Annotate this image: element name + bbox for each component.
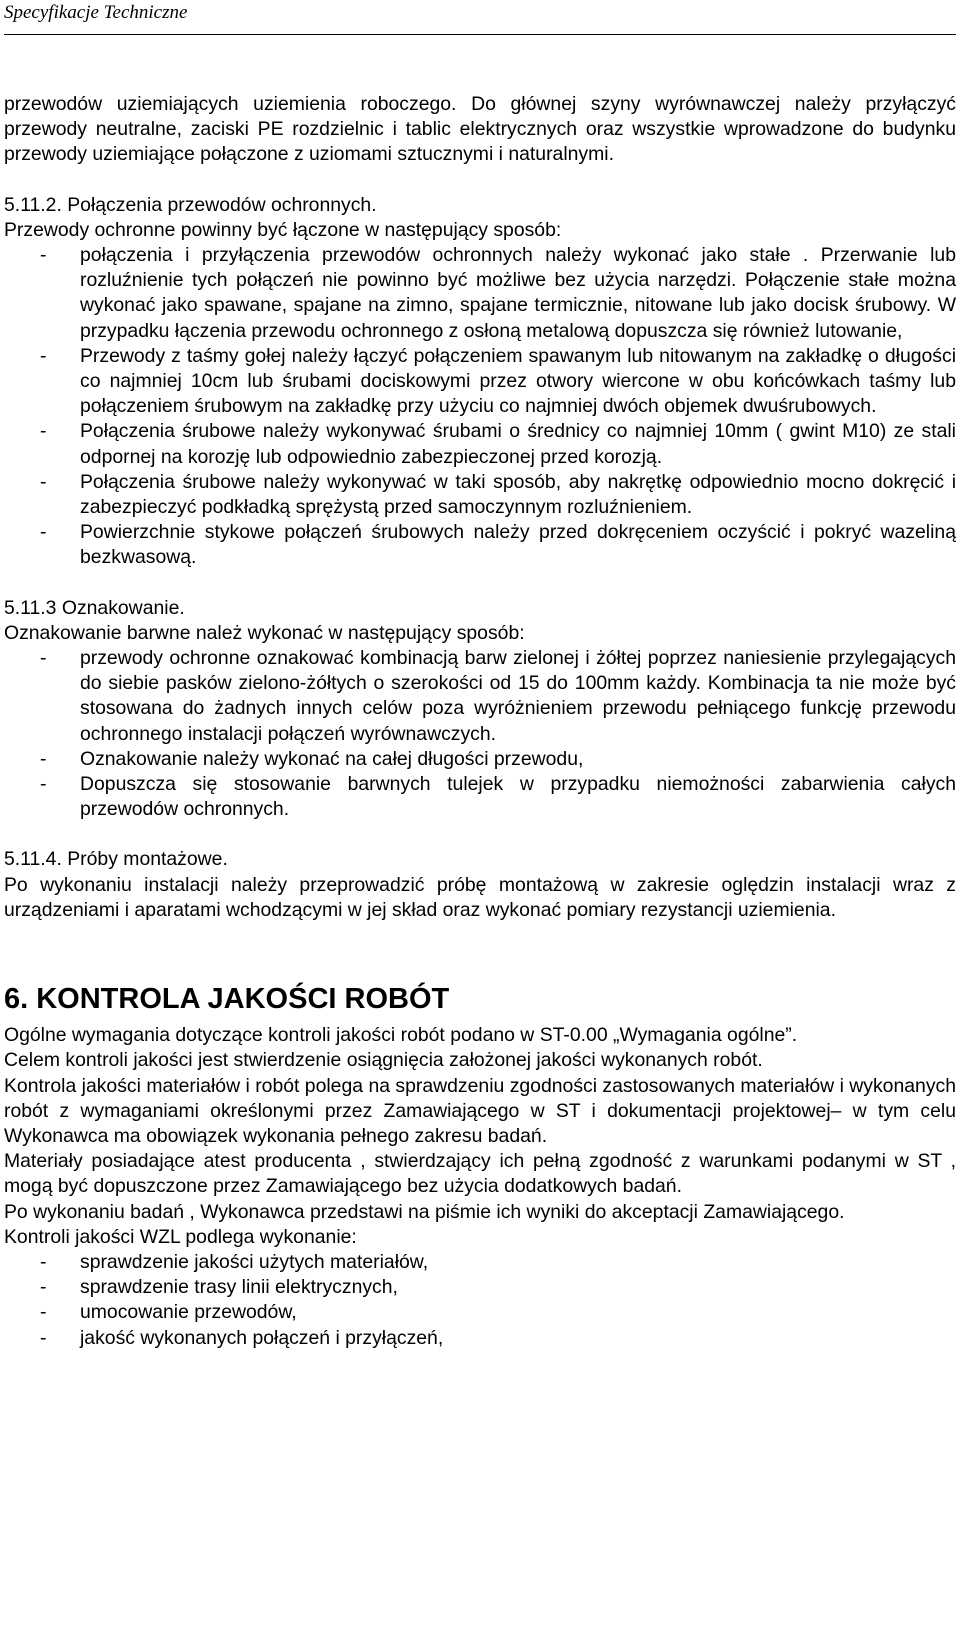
section-paragraph: Materiały posiadające atest producenta , stwierdzający ich pełną zgodność z warunkami podanymi w ST , mogą być dopuszczone przez Zamawiającego bez użycia dodatkowych badań.: [4, 1150, 956, 1198]
section-heading-5-11-3: 5.11.3 Oznakowanie.: [4, 596, 185, 619]
list-item: - jakość wykonanych połączeń i przyłączeń,: [40, 1326, 444, 1349]
list-6: [4, 1250, 956, 1351]
list-5-11-2: [4, 243, 956, 571]
section-paragraph: Celem kontroli jakości jest stwierdzenie osiągnięcia założonej jakości wykonanych robót.: [4, 1049, 763, 1072]
list-item: - Przewody z taśmy gołej należy łączyć połączeniem spawanym lub nitowanym na zakładkę o długości co najmniej 10cm lub śrubami dociskowymi przez otwory wiercone w obu końcówkach taśmy lub połączeniem śrubowym na zakładkę przy użyciu co najmniej dwóch objemek dwuśrubowych.: [40, 344, 956, 418]
section-lead: Przewody ochronne powinny być łączone w następujący sposób:: [4, 218, 562, 241]
list-5-11-3: [4, 646, 956, 822]
list-item: - Oznakowanie należy wykonać na całej długości przewodu,: [40, 747, 584, 770]
list-item: - umocowanie przewodów,: [40, 1301, 297, 1324]
page-header: [4, 0, 956, 35]
section-heading-5-11-4: 5.11.4. Próby montażowe.: [4, 848, 228, 871]
list-item: - sprawdzenie trasy linii elektrycznych,: [40, 1276, 398, 1299]
section-paragraph: Po wykonaniu badań , Wykonawca przedstawi na piśmie ich wyniki do akceptacji Zamawiającego.: [4, 1200, 845, 1223]
section-lead: Oznakowanie barwne należ wykonać w następujący sposób:: [4, 621, 525, 644]
document-body: [4, 92, 956, 1351]
list-item: - sprawdzenie jakości użytych materiałów,: [40, 1250, 429, 1273]
list-item: - Połączenia śrubowe należy wykonywać w taki sposób, aby nakrętkę odpowiednio mocno dokręcić i zabezpieczyć podkładką sprężystą przed samoczynnym rozluźnieniem.: [40, 470, 956, 519]
section-heading-5-11-2: 5.11.2. Połączenia przewodów ochronnych.: [4, 193, 377, 216]
list-item: - Połączenia śrubowe należy wykonywać śrubami o średnicy co najmniej 10mm ( gwint M10) ze stali odpornej na korozję lub odpowiednio zabezpieczonej przed korozją.: [40, 420, 956, 468]
section-heading-6: 6. KONTROLA JAKOŚCI ROBÓT: [4, 983, 450, 1016]
list-item: - przewody ochronne oznakować kombinacją barw zielonej i żółtej poprzez naniesienie przylegających do siebie pasków zielono-żółtych o szerokości od 15 do 100mm każdy. Kombinacja ta nie może być stosowana do żadnych innych celów poza wyróżnieniem przewodu pełniącego funkcję przewodu ochronnego instalacji połączeń wyrównawczych.: [40, 647, 956, 745]
section-paragraph: Kontroli jakości WZL podlega wykonanie:: [4, 1225, 357, 1248]
list-item: - połączenia i przyłączenia przewodów ochronnych należy wykonać jako stałe . Przerwanie lub rozluźnienie tych połączeń nie powinno być możliwe bez użycia narzędzi. Połączenie stałe można wykonać jako spawane, spajane na zimno, spajane termicznie, nitowane lub jako docisk śrubowy. W przypadku łączenia przewodu ochronnego z osłoną metalową dopuszcza się również lutowanie,: [40, 244, 956, 342]
section-paragraph: Ogólne wymagania dotyczące kontroli jakości robót podano w ST-0.00 „Wymagania ogólne”.: [4, 1024, 798, 1047]
list-item: - Dopuszcza się stosowanie barwnych tulejek w przypadku niemożności zabarwienia całych przewodów ochronnych.: [40, 773, 956, 821]
section-paragraph: Po wykonaniu instalacji należy przeprowadzić próbę montażową w zakresie oględzin instalacji wraz z urządzeniami i aparatami wchodzącymi w jej skład oraz wykonać pomiary rezystancji uziemienia.: [4, 873, 956, 921]
list-item: - Powierzchnie stykowe połączeń śrubowych należy przed dokręceniem oczyścić i pokryć wazeliną bezkwasową.: [40, 521, 956, 569]
intro-paragraph: przewodów uziemiających uziemienia roboczego. Do głównej szyny wyrównawczej należy przyłączyć przewody neutralne, zaciski PE rozdzielnic i tablic elektrycznych oraz wszystkie wprowadzone do budynku przewody uziemiające połączone z uziomami sztucznymi i naturalnymi.: [4, 93, 956, 166]
header-title: Specyfikacje Techniczne: [4, 2, 188, 23]
section-paragraph: Kontrola jakości materiałów i robót polega na sprawdzeniu zgodności zastosowanych materiałów i wykonanych robót z wymaganiami określonymi przez Zamawiającego w ST i dokumentacji projektowej– w tym celu Wykonawca ma obowiązek wykonania pełnego zakresu badań.: [4, 1074, 956, 1147]
